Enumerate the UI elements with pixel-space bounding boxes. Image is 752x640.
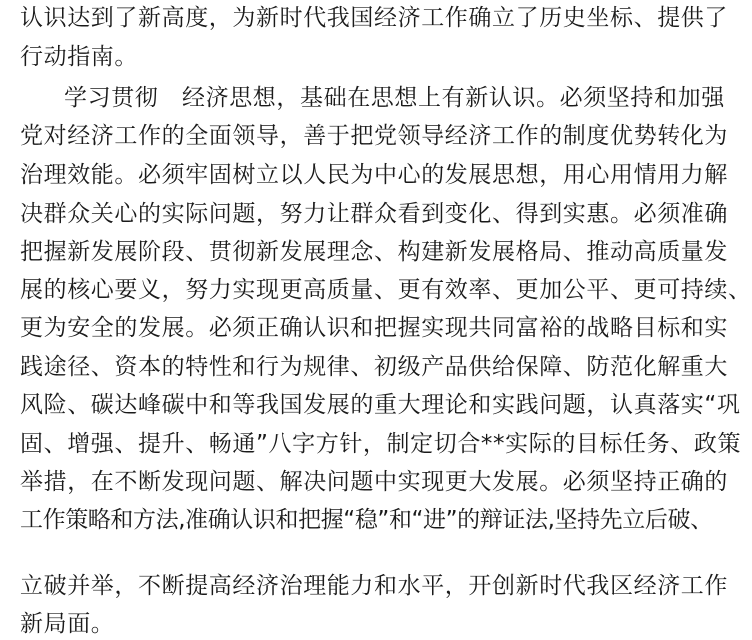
- paragraph-start-line: 学习贯彻 经济思想，基础在思想上有新认识。必须坚持和加强: [64, 85, 725, 111]
- text-line-2: 行动指南。: [20, 44, 138, 70]
- text-line-5: 治理效能。必须牢固树立以人民为中心的发展思想，用心用情用力解: [20, 162, 728, 188]
- text-line-14: 工作策略和方法,准确认识和把握“稳”和“进”的辩证法,坚持先立后破、: [20, 507, 713, 533]
- text-line-6: 决群众关心的实际问题，努力让群众看到变化、得到实惠。必须准确: [20, 201, 728, 227]
- text-line-12: 固、增强、提升、畅通”八字方针，制定切合**实际的目标任务、政策: [20, 431, 742, 457]
- text-line-8: 展的核心要义，努力实现更高质量、更有效率、更加公平、更可持续、: [20, 277, 752, 303]
- text-line-15: 立破并举，不断提高经济治理能力和水平，开创新时代我区经济工作: [20, 573, 728, 599]
- text-line-11: 风险、碳达峰碳中和等我国发展的重大理论和实践问题，认真落实“巩: [20, 392, 741, 418]
- text-line-9: 更为安全的发展。必须正确认识和把握实现共同富裕的战略目标和实: [20, 315, 728, 341]
- text-line-10: 践途径、资本的特性和行为规律、初级产品供给保障、防范化解重大: [20, 354, 728, 380]
- text-line-4: 党对经济工作的全面领导，善于把党领导经济工作的制度优势转化为: [20, 123, 728, 149]
- text-line-7: 把握新发展阶段、贯彻新发展理念、构建新发展格局、推动高质量发: [20, 239, 728, 265]
- text-line-16: 新局面。: [20, 611, 115, 637]
- text-line-13: 举措，在不断发现问题、解决问题中实现更大发展。必须坚持正确的: [20, 469, 728, 495]
- text-line-1: 认识达到了新高度，为新时代我国经济工作确立了历史坐标、提供了: [20, 5, 728, 31]
